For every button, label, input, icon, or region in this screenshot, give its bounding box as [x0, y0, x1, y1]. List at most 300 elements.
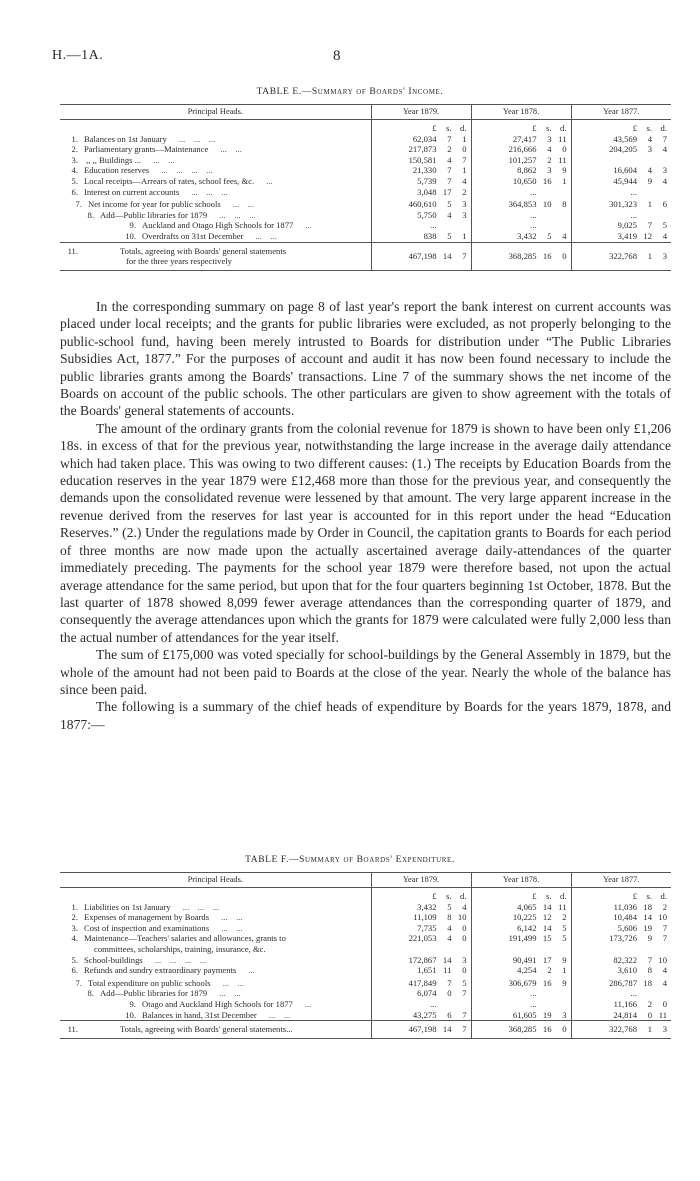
pounds: 460,610	[408, 199, 437, 210]
amount	[372, 923, 471, 934]
shillings: 14	[442, 954, 452, 965]
amount	[572, 923, 672, 934]
amount	[572, 988, 672, 999]
amount-cell	[371, 999, 471, 1010]
pence: 4	[662, 965, 667, 976]
leader-dots: ... ...	[221, 912, 243, 923]
shillings: 4	[547, 144, 552, 155]
shillings: 5	[447, 199, 452, 210]
amount-cell	[571, 155, 671, 166]
pence	[552, 187, 567, 198]
pence: 11	[658, 1009, 667, 1020]
shillings: 1	[647, 250, 652, 261]
amount-cell	[571, 242, 671, 270]
amount	[372, 955, 471, 966]
row-number: 6.	[71, 186, 78, 197]
amount-cell	[471, 242, 571, 270]
currency-cell	[571, 888, 671, 902]
currency-symbol: s.	[446, 123, 452, 133]
shillings: 9	[647, 933, 652, 944]
amount	[372, 999, 471, 1010]
pence: 0	[562, 1024, 567, 1035]
row-label	[60, 242, 371, 270]
amount-cell	[471, 176, 571, 187]
amount	[372, 912, 471, 923]
pence: 10	[457, 912, 467, 923]
amount-cell	[471, 165, 571, 176]
amount-cell	[471, 134, 571, 145]
table-row	[60, 902, 671, 913]
amount	[372, 187, 471, 198]
pence: 1	[562, 175, 567, 186]
amount	[572, 144, 672, 155]
row-label	[60, 933, 371, 954]
shillings: 2	[547, 965, 552, 976]
shillings: 5	[547, 230, 552, 241]
pounds: ...	[530, 186, 537, 197]
amount-cell	[471, 1021, 571, 1039]
amount-cell	[371, 231, 471, 242]
pence: 0	[462, 933, 467, 944]
body-text	[60, 298, 671, 733]
currency-symbol: d.	[460, 891, 467, 901]
amount	[472, 1024, 571, 1035]
pence: 3	[462, 199, 467, 210]
header-principal-heads: Principal Heads.	[60, 105, 371, 120]
pounds: 6,142	[517, 922, 537, 933]
row-label	[60, 144, 371, 155]
table-row	[60, 933, 671, 954]
pence	[452, 220, 467, 231]
blank-cell	[60, 120, 371, 134]
amount-cell	[371, 197, 471, 210]
row-text: Expenses of management by Boards	[84, 912, 210, 923]
pounds: ...	[630, 186, 637, 197]
shillings: 2	[547, 154, 552, 165]
pounds: 217,873	[408, 144, 437, 155]
row-label	[60, 988, 371, 999]
amount-cell	[571, 1010, 671, 1021]
amount	[472, 165, 571, 176]
amount	[372, 144, 471, 155]
amount	[472, 155, 571, 166]
amount	[372, 155, 471, 166]
table-row	[60, 1010, 671, 1021]
amount-cell	[371, 988, 471, 999]
amount	[572, 978, 672, 989]
pounds: 4,254	[517, 965, 537, 976]
shillings: 11	[443, 965, 452, 976]
pence: 5	[462, 977, 467, 988]
pounds: 322,768	[609, 250, 637, 261]
pounds: 62,034	[412, 133, 437, 144]
shillings: 17	[442, 186, 452, 197]
shillings: 14	[442, 1024, 452, 1035]
shillings: 7	[447, 133, 452, 144]
currency-symbol: £	[532, 891, 537, 901]
pence: 7	[662, 133, 667, 144]
pence: 1	[462, 133, 467, 144]
table-row	[60, 187, 671, 198]
amount-cell	[371, 1010, 471, 1021]
pounds: 43,569	[613, 133, 637, 144]
pence: 3	[662, 1024, 667, 1035]
leader-dots: ...	[248, 965, 255, 976]
amount-cell	[371, 176, 471, 187]
amount	[572, 187, 672, 198]
amount	[572, 1010, 672, 1021]
shillings: 10	[542, 199, 552, 210]
amount	[372, 199, 471, 210]
row-label	[60, 187, 371, 198]
amount-cell	[571, 976, 671, 989]
row-label	[60, 923, 371, 934]
currency-units	[372, 891, 471, 902]
amount-cell	[471, 155, 571, 166]
currency-symbol: d.	[460, 123, 467, 133]
pence: 1	[462, 230, 467, 241]
header-year-1878: Year 1878.	[471, 105, 571, 120]
amount-cell	[371, 933, 471, 954]
row-text-continued: committees, scholarships, training, insurance, &c.	[94, 943, 266, 954]
pounds: ...	[530, 209, 537, 220]
row-number: 2.	[71, 912, 78, 923]
currency-symbol: £	[532, 123, 537, 133]
shillings: 17	[542, 954, 552, 965]
amount	[472, 955, 571, 966]
pounds: 417,849	[408, 977, 437, 988]
row-label	[60, 155, 371, 166]
pounds: 6,074	[417, 988, 437, 999]
shillings	[537, 999, 552, 1010]
paragraph: In the corresponding summary on page 8 of last year's report the bank interest on current accounts was placed under local receipts; and the grants for public libraries were excluded, as not properly belonging to the public-school fund, having been merely intrusted to Boards for distribution under “The Public Libraries Subsidies Act, 1877.” For the purposes of account and audit it has now been found necessary to include the public libraries grants among the Boards' transactions. Line 7 of the summary shows the net income of the Boards on account of the public schools. The other particulars are given to show agreement with the totals of the Boards' general statements of accounts.	[60, 299, 671, 419]
row-label	[60, 955, 371, 966]
pence	[552, 220, 567, 231]
currency-symbol: d.	[660, 123, 667, 133]
table-row	[60, 155, 671, 166]
pence: 3	[562, 1009, 567, 1020]
pence: 7	[462, 250, 467, 261]
row-number: 11.	[67, 245, 78, 256]
shillings: 7	[647, 220, 652, 231]
row-text: Add—Public libraries for 1879	[100, 988, 208, 999]
pounds: 3,432	[417, 901, 437, 912]
currency-symbol: £	[632, 891, 637, 901]
pence	[552, 210, 567, 221]
amount-cell	[371, 144, 471, 155]
currency-symbol: s.	[646, 891, 652, 901]
shillings: 4	[447, 209, 452, 220]
amount	[572, 165, 672, 176]
amount-cell	[571, 999, 671, 1010]
pence: 4	[662, 144, 667, 155]
shillings: 19	[643, 922, 652, 933]
totals-text-continued: for the three years respectively	[126, 256, 232, 267]
pence: 7	[662, 922, 667, 933]
amount-cell	[571, 988, 671, 999]
amount	[472, 933, 571, 944]
pence	[552, 988, 567, 999]
amount	[572, 210, 672, 221]
row-label	[60, 965, 371, 976]
table-f-expenditure	[60, 872, 671, 1039]
amount-cell	[571, 933, 671, 954]
row-text: Total expenditure on public schools	[88, 977, 211, 988]
pounds: 82,322	[613, 954, 637, 965]
pence: 9	[562, 165, 567, 176]
leader-dots: ... ... ...	[219, 209, 256, 220]
pounds: 10,225	[512, 912, 537, 923]
pence: 4	[462, 901, 467, 912]
table-row	[60, 210, 671, 221]
amount	[572, 912, 672, 923]
shillings: 2	[447, 144, 452, 155]
pence: 3	[662, 165, 667, 176]
pence: 2	[662, 901, 667, 912]
amount-cell	[471, 144, 571, 155]
amount-cell	[571, 134, 671, 145]
pounds: 8,862	[517, 165, 537, 176]
row-number: 8.	[87, 988, 94, 999]
amount-cell	[371, 242, 471, 270]
pence: 10	[658, 954, 667, 965]
row-label	[60, 210, 371, 221]
amount-cell	[371, 220, 471, 231]
amount	[472, 912, 571, 923]
pounds: 364,853	[508, 199, 537, 210]
table-row	[60, 923, 671, 934]
amount-cell	[371, 965, 471, 976]
amount	[472, 187, 571, 198]
pounds: ...	[430, 998, 437, 1009]
paragraph: The sum of £175,000 was voted specially for school-buildings by the General Assembly in 1879, but the whole of the amount had not been paid to Boards at the close of the year. Nearly the whole of the balance has since been paid.	[60, 647, 671, 697]
table-f-caption	[0, 855, 700, 865]
pence: 5	[662, 220, 667, 231]
table-row	[60, 999, 671, 1010]
pence: 5	[562, 922, 567, 933]
row-text: Maintenance—Teachers' salaries and allowances, grants to	[84, 933, 286, 944]
shillings: 14	[442, 250, 452, 261]
header-year-1877: Year 1877.	[571, 105, 671, 120]
row-label	[60, 1021, 371, 1039]
pounds: 3,610	[617, 965, 637, 976]
totals-row	[60, 1021, 671, 1039]
shillings	[637, 187, 652, 198]
page-number: 8	[333, 48, 341, 64]
amount	[472, 902, 571, 913]
amount	[572, 902, 672, 913]
pounds: 301,323	[609, 199, 637, 210]
shillings	[637, 210, 652, 221]
shillings: 1	[647, 1024, 652, 1035]
shillings: 16	[542, 977, 552, 988]
currency-cell	[371, 888, 471, 902]
amount-cell	[371, 912, 471, 923]
currency-units	[572, 891, 672, 902]
amount	[372, 210, 471, 221]
shillings: 7	[647, 954, 652, 965]
amount-cell	[471, 988, 571, 999]
amount	[372, 165, 471, 176]
amount	[372, 134, 471, 145]
amount	[572, 134, 672, 145]
pounds: 7,735	[417, 922, 437, 933]
amount-cell	[571, 210, 671, 221]
amount-cell	[471, 999, 571, 1010]
table-f-caption-title: Summary of Boards' Expenditure.	[299, 855, 455, 865]
leader-dots: ... ...	[219, 988, 241, 999]
pence: 9	[562, 977, 567, 988]
shillings: 8	[647, 965, 652, 976]
shillings: 4	[647, 133, 652, 144]
row-text: Otago and Auckland High Schools for 1877	[142, 998, 293, 1009]
shillings: 14	[542, 922, 552, 933]
shillings: 2	[647, 998, 652, 1009]
shillings	[637, 988, 652, 999]
amount	[572, 955, 672, 966]
amount-cell	[471, 210, 571, 221]
pounds: ...	[630, 988, 637, 999]
amount-cell	[471, 197, 571, 210]
row-label	[60, 999, 371, 1010]
amount	[572, 176, 672, 187]
table-row	[60, 165, 671, 176]
table-row	[60, 176, 671, 187]
header-principal-heads: Principal Heads.	[60, 873, 371, 888]
shillings	[437, 999, 452, 1010]
shillings: 4	[447, 922, 452, 933]
currency-row	[60, 120, 671, 134]
shillings: 19	[542, 1009, 552, 1020]
amount-cell	[571, 923, 671, 934]
shillings: 5	[447, 901, 452, 912]
shillings: 3	[647, 144, 652, 155]
row-text: Local receipts—Arrears of rates, school fees, &c.	[84, 175, 255, 186]
table-row	[60, 197, 671, 210]
currency-symbol: s.	[546, 891, 552, 901]
pence	[552, 999, 567, 1010]
row-text: Add—Public libraries for 1879	[100, 209, 208, 220]
currency-symbol: £	[432, 891, 437, 901]
currency-symbol: s.	[446, 891, 452, 901]
pence: 0	[462, 144, 467, 155]
amount	[372, 251, 471, 262]
currency-symbol: £	[432, 123, 437, 133]
leader-dots: ... ... ... ...	[161, 165, 213, 176]
shillings: 4	[647, 165, 652, 176]
pounds: 43,275	[412, 1009, 437, 1020]
amount	[372, 902, 471, 913]
pence: 4	[662, 230, 667, 241]
row-text: Overdrafts on 31st December	[142, 230, 244, 241]
pence	[652, 210, 667, 221]
row-number: 4.	[71, 933, 78, 944]
currency-row	[60, 888, 671, 902]
pence: 4	[462, 175, 467, 186]
row-text: Balances on 1st January	[84, 133, 167, 144]
row-text: Balances in hand, 31st December	[142, 1009, 257, 1020]
amount	[572, 1024, 672, 1035]
leader-dots: ...	[305, 220, 312, 231]
row-label	[60, 220, 371, 231]
row-label	[60, 912, 371, 923]
pence: 7	[462, 1024, 467, 1035]
shillings: 14	[643, 912, 652, 923]
table-row	[60, 220, 671, 231]
table-header-row	[60, 873, 671, 888]
pounds: 204,205	[609, 144, 637, 155]
currency-symbol: d.	[560, 123, 567, 133]
pence: 1	[462, 165, 467, 176]
pence: 8	[562, 199, 567, 210]
currency-cell	[471, 120, 571, 134]
pounds: 467,198	[408, 250, 437, 261]
pounds: 4,065	[517, 901, 537, 912]
pounds: 1,651	[417, 965, 437, 976]
amount-cell	[471, 923, 571, 934]
amount-cell	[471, 933, 571, 954]
pence	[652, 187, 667, 198]
header-year-1879: Year 1879.	[371, 873, 471, 888]
amount-cell	[371, 976, 471, 989]
table-row	[60, 134, 671, 145]
amount	[572, 231, 672, 242]
row-text: Refunds and sundry extraordinary payments	[84, 965, 237, 976]
pence: 2	[462, 186, 467, 197]
pounds: 11,109	[413, 912, 437, 923]
amount	[472, 144, 571, 155]
amount-cell	[371, 955, 471, 966]
row-text: Interest on current accounts	[84, 186, 180, 197]
pence: 3	[662, 250, 667, 261]
pounds: 45,944	[613, 175, 637, 186]
row-number: 1.	[71, 901, 78, 912]
pence: 7	[462, 154, 467, 165]
row-label	[60, 976, 371, 989]
amount-cell	[471, 231, 571, 242]
amount-cell	[371, 134, 471, 145]
amount	[372, 231, 471, 242]
row-text: Education reserves	[84, 165, 150, 176]
table-row	[60, 976, 671, 989]
pounds: 368,285	[508, 1024, 537, 1035]
currency-units	[472, 123, 571, 134]
pence: 11	[558, 154, 567, 165]
pounds: 101,257	[508, 154, 537, 165]
table-f-caption-label: TABLE F.—	[245, 855, 300, 865]
amount	[472, 923, 571, 934]
shillings: 12	[643, 230, 652, 241]
row-label	[60, 134, 371, 145]
amount	[372, 988, 471, 999]
currency-cell	[571, 120, 671, 134]
amount-cell	[371, 155, 471, 166]
amount-cell	[571, 955, 671, 966]
pence: 0	[662, 998, 667, 1009]
row-text: School-buildings	[84, 954, 143, 965]
amount-cell	[371, 187, 471, 198]
row-label	[60, 176, 371, 187]
shillings	[437, 220, 452, 231]
totals-text: Totals, agreeing with Boards' general statements...	[120, 1024, 293, 1035]
leader-dots: ... ...	[268, 1009, 291, 1020]
pence: 5	[562, 933, 567, 944]
currency-units	[472, 891, 571, 902]
row-number: 5.	[71, 954, 78, 965]
amount-cell	[371, 902, 471, 913]
pounds: 3,419	[617, 230, 637, 241]
totals-text: Totals, agreeing with Boards' general statements	[120, 245, 287, 256]
